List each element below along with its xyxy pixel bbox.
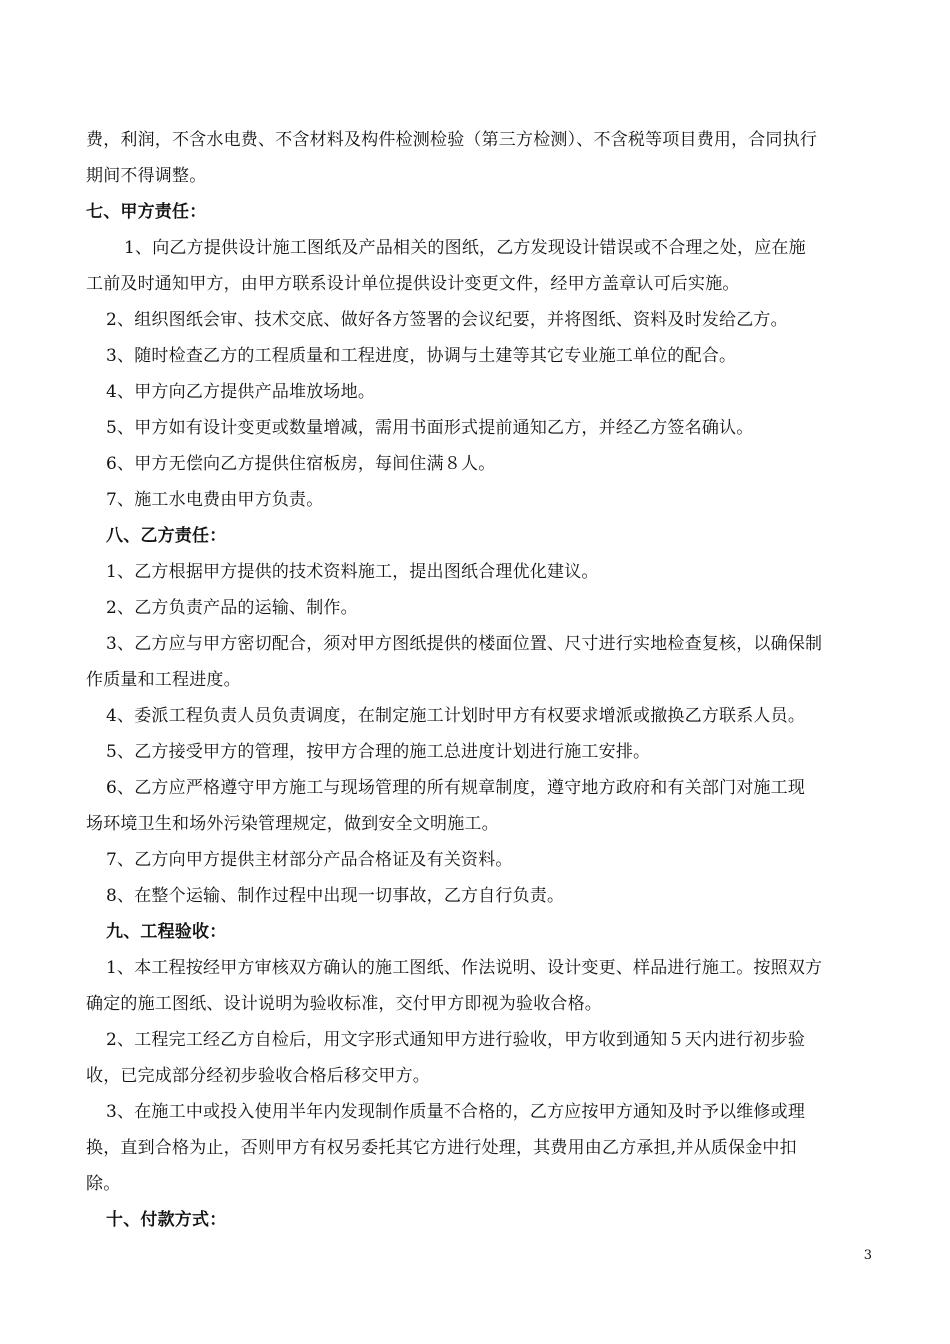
clause-line: 1、乙方根据甲方提供的技术资料施工，提出图纸合理优化建议。 [106,562,599,582]
paragraph-line: 换，直到合格为止，否则甲方有权另委托其它方进行处理，其费用由乙方承担,并从质保金中扣 [86,1138,797,1158]
clause-line: 2、工程完工经乙方自检后，用文字形式通知甲方进行验收，甲方收到通知５天内进行初步验 [106,1030,806,1050]
clause-line: 3、乙方应与甲方密切配合，须对甲方图纸提供的楼面位置、尺寸进行实地检查复核，以确保制 [106,634,823,654]
clause-line: 6、甲方无偿向乙方提供住宿板房，每间住满８人。 [106,454,496,474]
section-heading: 十、付款方式： [106,1210,227,1230]
clause-line: 5、甲方如有设计变更或数量增减，需用书面形式提前通知乙方，并经乙方签名确认。 [106,418,754,438]
clause-line: 3、随时检查乙方的工程质量和工程进度，协调与土建等其它专业施工单位的配合。 [106,346,737,366]
clause-line: 8、在整个运输、制作过程中出现一切事故，乙方自行负责。 [106,886,565,906]
clause-line: 7、施工水电费由甲方负责。 [106,490,324,510]
paragraph-line: 收，已完成部分经初步验收合格后移交甲方。 [86,1066,430,1086]
clause-line: 4、委派工程负责人员负责调度，在制定施工计划时甲方有权要求增派或撤换乙方联系人员。 [106,706,806,726]
paragraph-line: 场环境卫生和场外污染管理规定，做到安全文明施工。 [86,814,499,834]
clause-line: 2、乙方负责产品的运输、制作。 [106,598,358,618]
section-heading: 九、工程验收： [106,922,227,942]
paragraph-line: 确定的施工图纸、设计说明为验收标准，交付甲方即视为验收合格。 [86,994,602,1014]
paragraph-line: 作质量和工程进度。 [86,670,241,690]
clause-line: 1、向乙方提供设计施工图纸及产品相关的图纸，乙方发现设计错误或不合理之处，应在施 [124,238,806,258]
clause-line: 7、乙方向甲方提供主材部分产品合格证及有关资料。 [106,850,513,870]
paragraph-line: 工前及时通知甲方，由甲方联系设计单位提供设计变更文件，经甲方盖章认可后实施。 [86,274,740,294]
section-heading: 七、甲方责任： [86,202,207,222]
paragraph-line: 除。 [86,1174,121,1194]
paragraph-line: 期间不得调整。 [86,166,207,186]
clause-line: 6、乙方应严格遵守甲方施工与现场管理的所有规章制度，遵守地方政府和有关部门对施工现 [106,778,806,798]
page-number: 3 [863,1248,872,1263]
document-body [86,122,876,1238]
paragraph-line: 费，利润，不含水电费、不含材料及构件检测检验（第三方检测）、不含税等项目费用，合同执行 [86,130,818,150]
clause-line: 3、在施工中或投入使用半年内发现制作质量不合格的，乙方应按甲方通知及时予以维修或理 [106,1102,806,1122]
clause-line: 4、甲方向乙方提供产品堆放场地。 [106,382,376,402]
clause-line: 1、本工程按经甲方审核双方确认的施工图纸、作法说明、设计变更、样品进行施工。按照双方 [106,958,823,978]
clause-line: 5、乙方接受甲方的管理，按甲方合理的施工总进度计划进行施工安排。 [106,742,651,762]
clause-line: 2、组织图纸会审、技术交底、做好各方签署的会议纪要，并将图纸、资料及时发给乙方。 [106,310,788,330]
section-heading: 八、乙方责任： [106,526,227,546]
